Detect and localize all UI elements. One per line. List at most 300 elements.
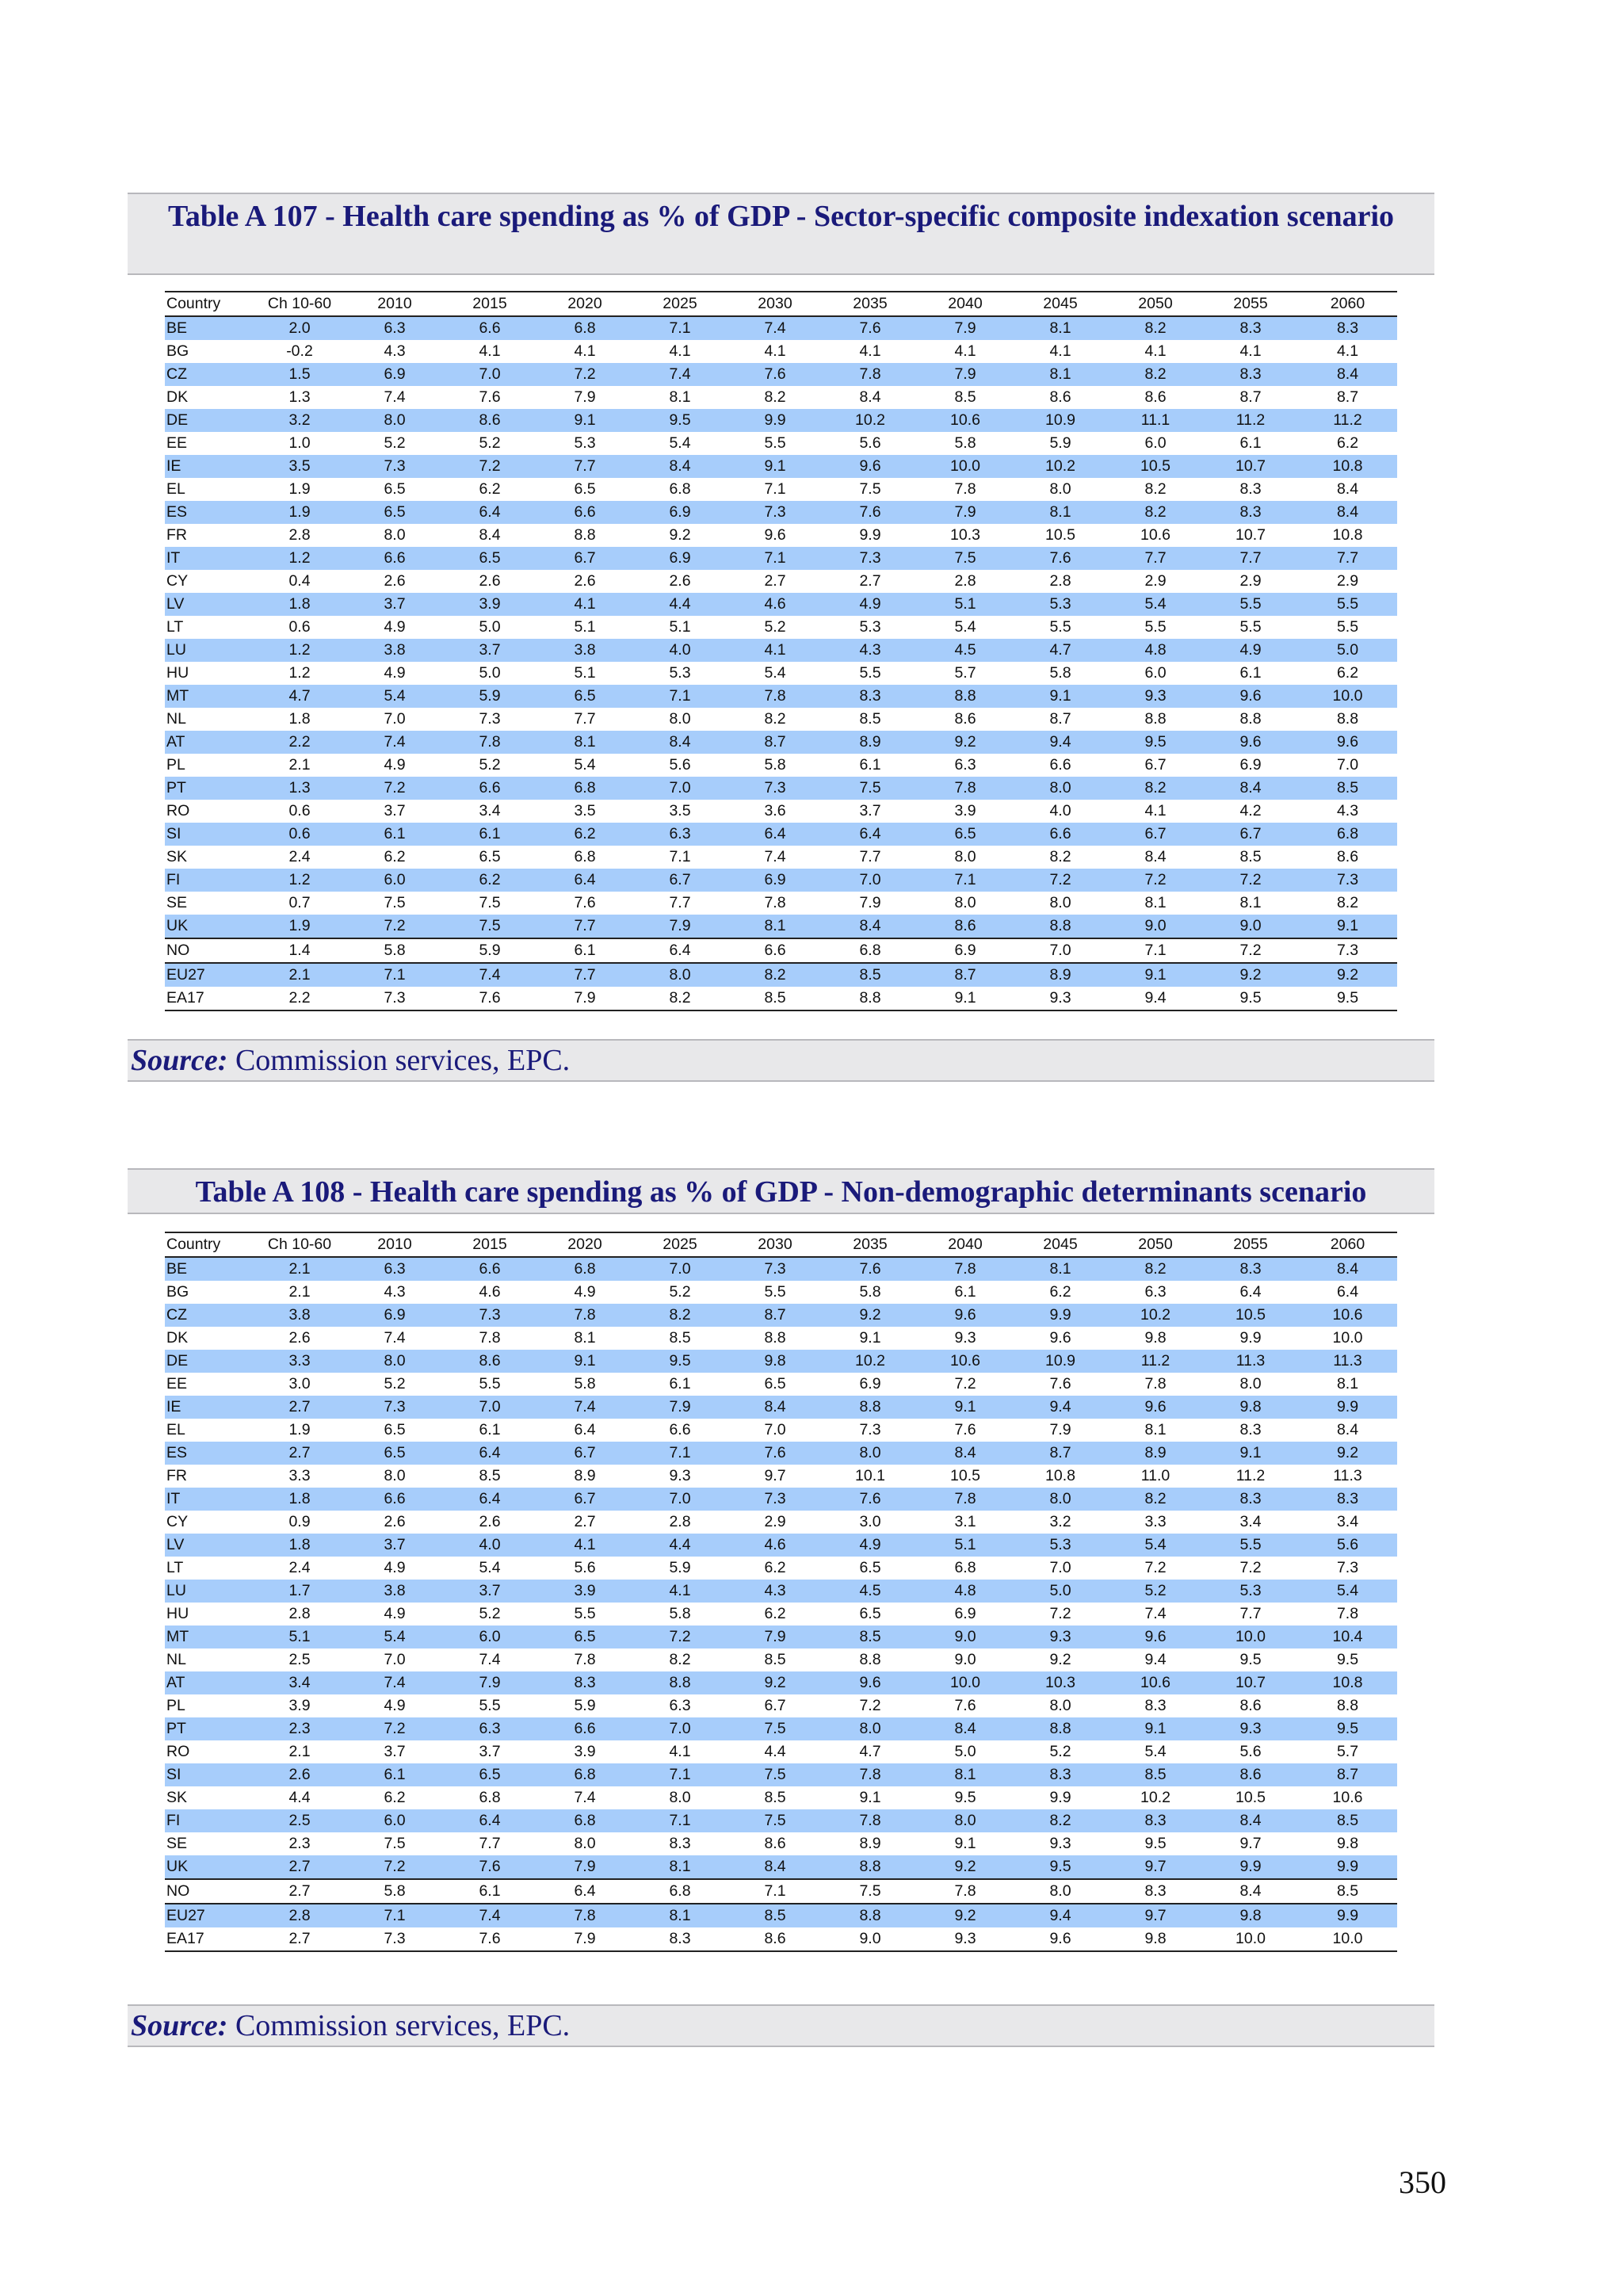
country-cell: PT	[166, 779, 186, 797]
column-header: 2010	[377, 295, 412, 312]
value-cell: 6.1	[384, 825, 406, 842]
value-cell: 2.6	[479, 572, 501, 590]
column-header: 2025	[663, 1236, 697, 1253]
value-cell: 9.6	[954, 1306, 976, 1324]
value-cell: 6.2	[1336, 664, 1359, 682]
column-header: 2060	[1330, 1236, 1365, 1253]
value-cell: 2.7	[574, 1513, 596, 1530]
value-cell: 2.7	[764, 572, 786, 590]
value-cell: 9.3	[1144, 687, 1167, 705]
country-cell: DE	[166, 411, 189, 429]
value-cell: 6.8	[479, 1789, 501, 1806]
country-cell: NL	[166, 1651, 186, 1668]
value-cell: 6.5	[479, 848, 501, 865]
value-cell: 2.1	[288, 1283, 311, 1301]
value-cell: 7.3	[764, 1260, 786, 1278]
country-cell: FI	[166, 871, 181, 888]
value-cell: 4.7	[859, 1743, 881, 1760]
value-cell: 4.9	[859, 1536, 881, 1553]
value-cell: 8.7	[764, 733, 786, 751]
country-cell: BG	[166, 342, 189, 360]
column-header: Country	[166, 295, 221, 312]
table-row	[165, 915, 1397, 938]
country-cell: ES	[166, 503, 188, 521]
value-cell: 9.9	[1049, 1306, 1071, 1324]
value-cell: 9.0	[1144, 917, 1167, 934]
value-cell: 2.3	[288, 1720, 311, 1737]
country-cell: LU	[166, 1582, 186, 1599]
value-cell: 7.3	[479, 1306, 501, 1324]
value-cell: 8.4	[859, 917, 881, 934]
value-cell: 8.6	[1336, 848, 1359, 865]
value-cell: 9.4	[1049, 733, 1071, 751]
value-cell: 6.8	[859, 942, 881, 959]
value-cell: 5.3	[669, 664, 691, 682]
value-cell: 5.4	[384, 687, 406, 705]
table-row	[165, 1809, 1397, 1832]
table-row	[165, 892, 1397, 915]
column-header: 2020	[567, 1236, 602, 1253]
value-cell: 8.2	[1144, 503, 1167, 521]
value-cell: 6.5	[574, 1628, 596, 1645]
value-cell: 8.8	[859, 989, 881, 1007]
value-cell: 6.4	[479, 1490, 501, 1507]
value-cell: 5.3	[1049, 1536, 1071, 1553]
value-cell: 9.6	[1049, 1329, 1071, 1347]
value-cell: 8.0	[859, 1444, 881, 1461]
value-cell: 2.1	[288, 1743, 311, 1760]
value-cell: 8.2	[669, 989, 691, 1007]
value-cell: 8.5	[1239, 848, 1262, 865]
value-cell: 9.9	[1049, 1789, 1071, 1806]
value-cell: 2.2	[288, 733, 311, 751]
value-cell: 6.1	[479, 825, 501, 842]
value-cell: 6.9	[859, 1375, 881, 1392]
value-cell: 7.9	[764, 1628, 786, 1645]
value-cell: 5.5	[479, 1697, 501, 1714]
value-cell: 5.2	[479, 1605, 501, 1622]
value-cell: 2.0	[288, 319, 311, 337]
value-cell: 8.3	[1239, 319, 1262, 337]
value-cell: 8.5	[479, 1467, 501, 1484]
value-cell: 6.0	[1144, 434, 1167, 452]
value-cell: 5.5	[764, 1283, 786, 1301]
table-row	[165, 409, 1397, 432]
value-cell: 1.4	[288, 942, 311, 959]
table-a107-title-text: Table A 107 - Health care spending as % of GDP - Sector-specific composite indexation scenario	[167, 200, 1394, 233]
value-cell: 6.2	[479, 480, 501, 498]
country-cell: SI	[166, 1766, 181, 1783]
value-cell: 6.2	[574, 825, 596, 842]
value-cell: 1.8	[288, 710, 311, 728]
value-cell: 8.0	[1049, 480, 1071, 498]
value-cell: 8.1	[954, 1766, 976, 1783]
value-cell: 2.5	[288, 1651, 311, 1668]
value-cell: 0.7	[288, 894, 311, 911]
value-cell: 6.7	[574, 1444, 596, 1461]
country-cell: CY	[166, 572, 189, 590]
value-cell: 5.9	[479, 942, 501, 959]
value-cell: 3.9	[574, 1582, 596, 1599]
value-cell: 8.7	[1049, 710, 1071, 728]
table-row	[165, 1763, 1397, 1786]
value-cell: 5.1	[574, 618, 596, 636]
value-cell: 4.1	[479, 342, 501, 360]
value-cell: 4.9	[384, 1697, 406, 1714]
value-cell: 4.5	[859, 1582, 881, 1599]
value-cell: 7.9	[954, 365, 976, 383]
value-cell: 7.5	[859, 779, 881, 797]
value-cell: 7.4	[574, 1398, 596, 1415]
value-cell: 9.8	[1144, 1329, 1167, 1347]
value-cell: 3.3	[288, 1352, 311, 1370]
value-cell: 5.9	[1049, 434, 1071, 452]
value-cell: 7.2	[384, 779, 406, 797]
value-cell: 7.0	[1336, 756, 1359, 774]
value-cell: 3.4	[479, 802, 501, 819]
value-cell: 7.6	[1049, 1375, 1071, 1392]
value-cell: 8.6	[764, 1930, 786, 1947]
value-cell: 7.4	[384, 1329, 406, 1347]
country-cell: EU27	[166, 1907, 205, 1924]
table-row	[165, 316, 1397, 340]
country-cell: SE	[166, 1835, 188, 1852]
value-cell: 8.2	[669, 1306, 691, 1324]
value-cell: 9.2	[954, 1907, 976, 1924]
value-cell: 2.9	[764, 1513, 786, 1530]
table-a108-block	[128, 1168, 1434, 2042]
value-cell: 8.7	[954, 966, 976, 984]
value-cell: 10.6	[1332, 1306, 1363, 1324]
value-cell: 9.1	[859, 1789, 881, 1806]
value-cell: 6.1	[1239, 664, 1262, 682]
value-cell: 4.9	[384, 756, 406, 774]
country-cell: HU	[166, 1605, 189, 1622]
value-cell: 7.0	[384, 1651, 406, 1668]
value-cell: 4.1	[1239, 342, 1262, 360]
value-cell: 9.1	[764, 457, 786, 475]
value-cell: 3.7	[479, 1743, 501, 1760]
value-cell: 7.2	[1049, 871, 1071, 888]
value-cell: 7.4	[764, 848, 786, 865]
value-cell: 6.6	[384, 549, 406, 567]
value-cell: 9.5	[1336, 989, 1359, 1007]
value-cell: 9.9	[1336, 1907, 1359, 1924]
value-cell: 7.7	[669, 894, 691, 911]
value-cell: 8.1	[669, 1858, 691, 1875]
value-cell: 6.1	[954, 1283, 976, 1301]
value-cell: 7.3	[384, 1398, 406, 1415]
value-cell: 5.8	[764, 756, 786, 774]
value-cell: 6.7	[764, 1697, 786, 1714]
value-cell: 6.8	[574, 319, 596, 337]
value-cell: 8.4	[1336, 1421, 1359, 1438]
value-cell: 8.3	[1239, 1490, 1262, 1507]
country-cell: HU	[166, 664, 189, 682]
value-cell: 4.1	[574, 1536, 596, 1553]
value-cell: 2.7	[288, 1858, 311, 1875]
column-header: 2055	[1233, 1236, 1268, 1253]
value-cell: 3.4	[1336, 1513, 1359, 1530]
value-cell: 7.0	[479, 365, 501, 383]
value-cell: 3.5	[574, 802, 596, 819]
value-cell: 7.3	[859, 1421, 881, 1438]
value-cell: 6.0	[1144, 664, 1167, 682]
country-cell: BE	[166, 319, 188, 337]
value-cell: 8.6	[954, 917, 976, 934]
value-cell: 5.3	[574, 434, 596, 452]
value-cell: 6.4	[1239, 1283, 1262, 1301]
value-cell: 6.2	[764, 1559, 786, 1576]
table-row	[165, 1281, 1397, 1304]
value-cell: 3.0	[288, 1375, 311, 1392]
value-cell: 7.4	[764, 319, 786, 337]
value-cell: 6.1	[574, 942, 596, 959]
value-cell: 9.1	[1144, 966, 1167, 984]
value-cell: 4.0	[479, 1536, 501, 1553]
value-cell: 7.8	[764, 687, 786, 705]
value-cell: 9.1	[859, 1329, 881, 1347]
value-cell: 6.4	[859, 825, 881, 842]
table-a107-source	[128, 1039, 1434, 1082]
value-cell: 9.1	[574, 411, 596, 429]
value-cell: 6.2	[384, 848, 406, 865]
table-row	[165, 1740, 1397, 1763]
value-cell: 9.3	[954, 1329, 976, 1347]
value-cell: 9.2	[859, 1306, 881, 1324]
value-cell: 6.9	[384, 1306, 406, 1324]
value-cell: 7.8	[954, 779, 976, 797]
value-cell: 8.5	[764, 1651, 786, 1668]
country-cell: PT	[166, 1720, 186, 1737]
value-cell: 3.9	[479, 595, 501, 613]
value-cell: 5.0	[479, 664, 501, 682]
country-cell: LU	[166, 641, 186, 659]
table-row	[165, 593, 1397, 616]
value-cell: 9.5	[1239, 1651, 1262, 1668]
value-cell: 2.5	[288, 1812, 311, 1829]
value-cell: 7.4	[384, 388, 406, 406]
value-cell: 3.7	[384, 802, 406, 819]
value-cell: 6.1	[1239, 434, 1262, 452]
value-cell: 2.9	[1239, 572, 1262, 590]
value-cell: 1.7	[288, 1582, 311, 1599]
value-cell: 1.3	[288, 779, 311, 797]
value-cell: 6.4	[479, 1444, 501, 1461]
value-cell: 5.2	[384, 434, 406, 452]
column-header: 2030	[758, 1236, 792, 1253]
value-cell: 6.3	[384, 319, 406, 337]
value-cell: 5.1	[574, 664, 596, 682]
value-cell: 2.8	[288, 526, 311, 544]
value-cell: 11.3	[1333, 1467, 1362, 1484]
table-row	[165, 800, 1397, 823]
value-cell: 3.7	[384, 1536, 406, 1553]
value-cell: 8.3	[1239, 503, 1262, 521]
value-cell: 4.1	[1049, 342, 1071, 360]
value-cell: 10.9	[1045, 1352, 1075, 1370]
value-cell: 8.0	[1049, 1882, 1071, 1900]
value-cell: 8.7	[1336, 388, 1359, 406]
value-cell: 7.4	[669, 365, 691, 383]
value-cell: 7.1	[1144, 942, 1167, 959]
value-cell: 7.4	[1144, 1605, 1167, 1622]
value-cell: 5.5	[1144, 618, 1167, 636]
value-cell: 7.8	[859, 365, 881, 383]
value-cell: 8.0	[1049, 894, 1071, 911]
value-cell: 8.5	[1336, 1882, 1359, 1900]
value-cell: 9.3	[1049, 1628, 1071, 1645]
value-cell: 7.7	[1239, 1605, 1262, 1622]
country-cell: LV	[166, 595, 185, 613]
table-row	[165, 731, 1397, 754]
value-cell: 5.1	[669, 618, 691, 636]
value-cell: 9.2	[764, 1674, 786, 1691]
value-cell: 11.3	[1235, 1352, 1266, 1370]
value-cell: 7.1	[764, 480, 786, 498]
country-cell: AT	[166, 1674, 185, 1691]
value-cell: 8.3	[1336, 319, 1359, 337]
country-cell: NO	[166, 942, 190, 959]
value-cell: 9.9	[1336, 1398, 1359, 1415]
value-cell: 6.3	[669, 1697, 691, 1714]
value-cell: 7.9	[574, 388, 596, 406]
value-cell: 7.6	[764, 1444, 786, 1461]
value-cell: 9.5	[669, 411, 691, 429]
value-cell: 8.8	[1049, 1720, 1071, 1737]
value-cell: 9.7	[764, 1467, 786, 1484]
table-row	[165, 1557, 1397, 1580]
value-cell: 9.4	[1144, 989, 1167, 1007]
value-cell: 4.1	[1144, 802, 1167, 819]
value-cell: 7.8	[859, 1766, 881, 1783]
value-cell: 6.2	[384, 1789, 406, 1806]
value-cell: 2.8	[288, 1605, 311, 1622]
value-cell: 8.4	[1144, 848, 1167, 865]
value-cell: 0.4	[288, 572, 311, 590]
value-cell: 7.8	[764, 894, 786, 911]
value-cell: 9.9	[1239, 1858, 1262, 1875]
value-cell: 7.5	[954, 549, 976, 567]
value-cell: 9.7	[1144, 1858, 1167, 1875]
table-row	[165, 1465, 1397, 1488]
value-cell: 6.0	[479, 1628, 501, 1645]
value-cell: 4.7	[1049, 641, 1071, 659]
value-cell: 8.4	[954, 1444, 976, 1461]
country-cell: EE	[166, 434, 188, 452]
value-cell: 1.8	[288, 1536, 311, 1553]
value-cell: 7.0	[1049, 942, 1071, 959]
value-cell: 7.1	[384, 1907, 406, 1924]
value-cell: 2.1	[288, 756, 311, 774]
value-cell: 8.0	[1239, 1375, 1262, 1392]
value-cell: 10.6	[1140, 1674, 1170, 1691]
value-cell: 4.4	[669, 1536, 691, 1553]
value-cell: 8.5	[764, 989, 786, 1007]
value-cell: 9.5	[1336, 1651, 1359, 1668]
value-cell: 8.2	[1144, 1260, 1167, 1278]
value-cell: 6.9	[1239, 756, 1262, 774]
value-cell: 3.1	[954, 1513, 976, 1530]
value-cell: 5.7	[954, 664, 976, 682]
value-cell: 8.8	[859, 1651, 881, 1668]
value-cell: 9.5	[1144, 733, 1167, 751]
value-cell: 3.8	[384, 1582, 406, 1599]
value-cell: 7.9	[954, 503, 976, 521]
table-row	[165, 1580, 1397, 1603]
value-cell: 7.5	[764, 1812, 786, 1829]
column-header: 2040	[948, 295, 983, 312]
value-cell: 7.8	[574, 1306, 596, 1324]
table-row	[165, 987, 1397, 1010]
value-cell: 4.3	[384, 342, 406, 360]
value-cell: 6.6	[479, 1260, 501, 1278]
value-cell: 9.3	[1049, 989, 1071, 1007]
value-cell: 7.6	[859, 503, 881, 521]
value-cell: 11.2	[1235, 1467, 1266, 1484]
table-row	[165, 777, 1397, 800]
value-cell: 8.3	[1144, 1812, 1167, 1829]
value-cell: 3.4	[288, 1674, 311, 1691]
value-cell: 5.0	[1336, 641, 1359, 659]
value-cell: 8.5	[669, 1329, 691, 1347]
value-cell: 8.3	[1144, 1882, 1167, 1900]
table-row	[165, 1373, 1397, 1396]
value-cell: 8.6	[1049, 388, 1071, 406]
value-cell: 7.2	[954, 1375, 976, 1392]
value-cell: 6.5	[384, 1421, 406, 1438]
value-cell: 7.8	[954, 1882, 976, 1900]
value-cell: 4.6	[764, 1536, 786, 1553]
value-cell: 10.6	[1332, 1789, 1363, 1806]
value-cell: 7.6	[1049, 549, 1071, 567]
value-cell: 3.7	[479, 641, 501, 659]
value-cell: 11.1	[1140, 411, 1170, 429]
value-cell: 8.4	[954, 1720, 976, 1737]
table-row	[165, 1786, 1397, 1809]
value-cell: 8.6	[1239, 1697, 1262, 1714]
value-cell: 5.5	[1049, 618, 1071, 636]
value-cell: 7.6	[954, 1421, 976, 1438]
country-cell: FI	[166, 1812, 181, 1829]
value-cell: 11.0	[1140, 1467, 1170, 1484]
value-cell: 9.1	[954, 1835, 976, 1852]
value-cell: 7.7	[1336, 549, 1359, 567]
value-cell: 10.0	[950, 1674, 980, 1691]
country-cell: EE	[166, 1375, 188, 1392]
value-cell: 8.7	[1336, 1766, 1359, 1783]
value-cell: 5.5	[1239, 618, 1262, 636]
value-cell: 9.8	[1336, 1835, 1359, 1852]
value-cell: 4.4	[764, 1743, 786, 1760]
value-cell: 9.2	[1336, 966, 1359, 984]
value-cell: 6.6	[669, 1421, 691, 1438]
column-header: 2025	[663, 295, 697, 312]
value-cell: 6.9	[764, 871, 786, 888]
value-cell: 8.2	[764, 388, 786, 406]
value-cell: 8.6	[1239, 1766, 1262, 1783]
value-cell: 7.4	[479, 1651, 501, 1668]
value-cell: 7.1	[669, 1766, 691, 1783]
value-cell: 8.1	[1049, 503, 1071, 521]
source-text: Commission services, EPC.	[227, 1044, 571, 1077]
table-row	[165, 1879, 1397, 1904]
value-cell: 5.5	[764, 434, 786, 452]
value-cell: 8.8	[1336, 710, 1359, 728]
value-cell: 8.3	[1239, 1260, 1262, 1278]
value-cell: 2.6	[574, 572, 596, 590]
value-cell: 4.1	[859, 342, 881, 360]
